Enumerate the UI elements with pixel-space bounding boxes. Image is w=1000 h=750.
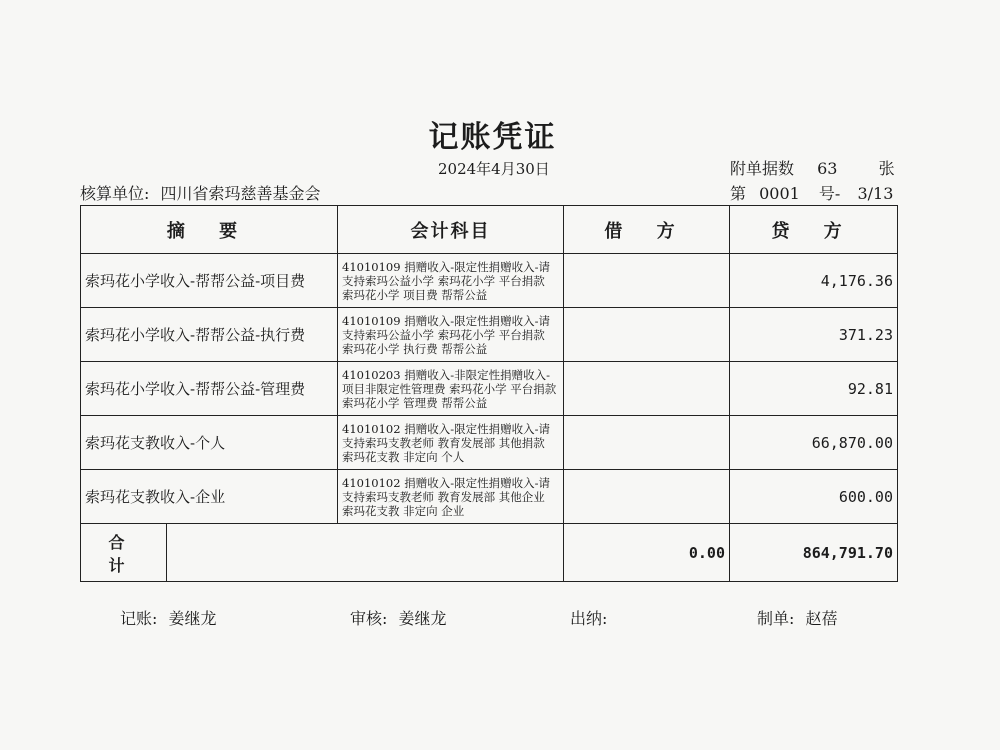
row-credit: 66,870.00 [730, 416, 898, 470]
voucher-date: 2024年4月30日 [438, 160, 550, 178]
total-blank [167, 524, 564, 582]
reviewer-name: 姜继龙 [398, 609, 447, 628]
row-summary: 索玛花小学收入-帮帮公益-项目费 [81, 254, 338, 308]
no-label: 号- [818, 184, 841, 203]
row-debit [564, 362, 730, 416]
attachments-count: 63 [817, 159, 838, 178]
attachments-label: 附单据数 [730, 159, 795, 178]
total-credit: 864,791.70 [730, 524, 898, 582]
header-summary: 摘 要 [81, 206, 338, 254]
accounting-unit [80, 181, 321, 204]
attachments-unit: 张 [878, 159, 895, 178]
row-summary: 索玛花支教收入-个人 [81, 416, 338, 470]
row-summary: 索玛花小学收入-帮帮公益-执行费 [81, 308, 338, 362]
row-account: 41010109 捐赠收入-限定性捐赠收入-请支持索玛公益小学 索玛花小学 平台捐款 索玛花小学 执行费 帮帮公益 [338, 308, 564, 362]
table-row [81, 254, 898, 308]
no-prefix: 第 [730, 184, 747, 203]
table-row [81, 470, 898, 524]
voucher-number [730, 181, 893, 204]
row-summary: 索玛花小学收入-帮帮公益-管理费 [81, 362, 338, 416]
total-label: 合 计 [81, 524, 167, 582]
row-summary: 索玛花支教收入-企业 [81, 470, 338, 524]
row-account: 41010102 捐赠收入-限定性捐赠收入-请支持索玛支教老师 教育发展部 其他捐款 索玛花支教 非定向 个人 [338, 416, 564, 470]
preparer-sign [757, 606, 838, 629]
bookkeeper-name: 姜继龙 [168, 609, 217, 628]
table-row [81, 362, 898, 416]
cashier-sign [570, 606, 607, 629]
no-value: 0001 [759, 184, 800, 203]
unit-name: 四川省索玛慈善基金会 [160, 184, 321, 203]
table-header [81, 206, 898, 254]
table-row [81, 308, 898, 362]
row-credit: 4,176.36 [730, 254, 898, 308]
total-debit: 0.00 [564, 524, 730, 582]
row-account: 41010203 捐赠收入-非限定性捐赠收入-项目非限定性管理费 索玛花小学 平台捐款 索玛花小学 管理费 帮帮公益 [338, 362, 564, 416]
reviewer-sign [350, 606, 447, 629]
row-debit [564, 308, 730, 362]
header-account: 会计科目 [338, 206, 564, 254]
row-debit [564, 416, 730, 470]
reviewer-label: 审核: [350, 609, 388, 628]
voucher-table [80, 205, 898, 582]
row-debit [564, 470, 730, 524]
preparer-label: 制单: [757, 609, 795, 628]
unit-label: 核算单位: [80, 184, 150, 203]
row-credit: 92.81 [730, 362, 898, 416]
header-debit: 借 方 [564, 206, 730, 254]
header-credit: 贷 方 [730, 206, 898, 254]
table-row [81, 416, 898, 470]
row-credit: 600.00 [730, 470, 898, 524]
row-debit [564, 254, 730, 308]
voucher-title: 记账凭证 [428, 120, 557, 155]
cashier-label: 出纳: [570, 609, 608, 628]
row-credit: 371.23 [730, 308, 898, 362]
bookkeeper-sign [120, 606, 217, 629]
row-account: 41010102 捐赠收入-限定性捐赠收入-请支持索玛支教老师 教育发展部 其他企业 索玛花支教 非定向 企业 [338, 470, 564, 524]
total-row [81, 524, 898, 582]
page-of: 3/13 [857, 184, 894, 203]
attachments-info [730, 156, 895, 179]
bookkeeper-label: 记账: [120, 609, 158, 628]
preparer-name: 赵蓓 [805, 609, 838, 628]
row-account: 41010109 捐赠收入-限定性捐赠收入-请支持索玛公益小学 索玛花小学 平台捐款 索玛花小学 项目费 帮帮公益 [338, 254, 564, 308]
